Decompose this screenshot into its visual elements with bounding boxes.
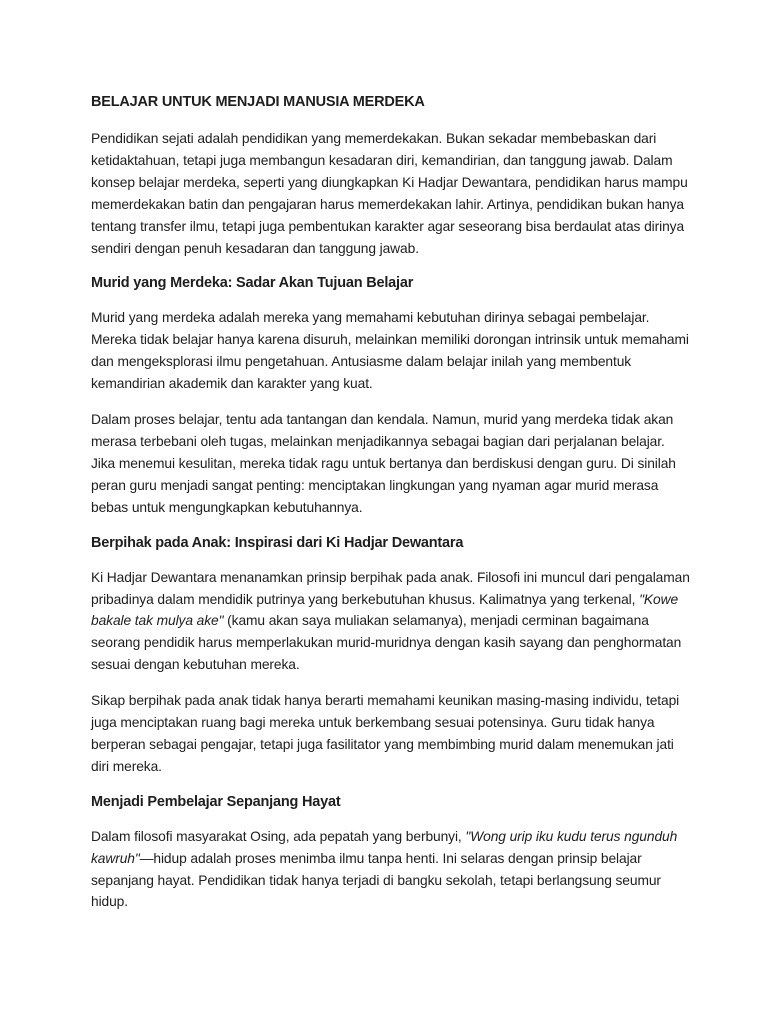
paragraph-text: Ki Hadjar Dewantara menanamkan prinsip berpihak pada anak. Filosofi ini muncul dari pengalaman pribadinya dalam mendidik putrinya yang berkebutuhan khusus. Kalimatnya yang terkenal,: [91, 569, 690, 607]
document-title: BELAJAR UNTUK MENJADI MANUSIA MERDEKA: [91, 94, 425, 110]
intro-paragraph: Pendidikan sejati adalah pendidikan yang memerdekakan. Bukan sekadar membebaskan dari ketidaktahuan, tetapi juga membangun kesadaran diri, kemandirian, dan tanggung jawab. Dalam konsep belajar merdeka, seperti yang diungkapkan Ki Hadjar Dewantara, pendidikan harus mampu memerdekakan batin dan pengajaran harus memerdekakan lahir. Artinya, pendidikan bukan hanya tentang transfer ilmu, tetapi juga pembentukan karakter agar seseorang bisa berdaulat atas dirinya sendiri dengan penuh kesadaran dan tanggung jawab.: [91, 131, 688, 256]
paragraph-pembelajar-sepanjang-hayat: [91, 826, 691, 914]
quote-text: "Wong urip iku kudu terus ngunduh kawruh": [91, 828, 678, 866]
paragraph-text: (kamu akan saya muliakan selamanya), menjadi cerminan bagaimana seorang pendidik harus memperlakukan murid-muridnya dengan kasih sayang dan penghormatan sesuai dengan kebutuhan mereka.: [91, 613, 682, 673]
paragraph-murid-merdeka-1: Murid yang merdeka adalah mereka yang memahami kebutuhan dirinya sebagai pembelajar. Mereka tidak belajar hanya karena disuruh, melainkan memiliki dorongan intrinsik untuk memahami dan mengeksplorasi ilmu pengetahuan. Antusiasme dalam belajar inilah yang membentuk kemandirian akademik dan karakter yang kuat.: [91, 310, 689, 392]
document-page: [91, 92, 691, 927]
section-heading-pembelajar-sepanjang-hayat: Menjadi Pembelajar Sepanjang Hayat: [91, 793, 341, 810]
paragraph-text: Dalam filosofi masyarakat Osing, ada pepatah yang berbunyi,: [91, 828, 466, 844]
section-heading-berpihak-pada-anak: Berpihak pada Anak: Inspirasi dari Ki Hadjar Dewantara: [91, 534, 464, 551]
quote-text: "Kowe bakale tak mulya ake": [91, 591, 679, 629]
section-heading-murid-merdeka: Murid yang Merdeka: Sadar Akan Tujuan Belajar: [91, 275, 414, 292]
paragraph-murid-merdeka-2: Dalam proses belajar, tentu ada tantangan dan kendala. Namun, murid yang merdeka tidak akan merasa terbebani oleh tugas, melainkan menjadikannya sebagai bagian dari perjalanan belajar. Jika menemui kesulitan, mereka tidak ragu untuk bertanya dan berdiskusi dengan guru. Di sinilah peran guru menjadi sangat penting: menciptakan lingkungan yang nyaman agar murid merasa bebas untuk mengungkapkan kebutuhannya.: [91, 412, 676, 515]
paragraph-text: —hidup adalah proses menimba ilmu tanpa henti. Ini selaras dengan prinsip belajar sepanjang hayat. Pendidikan tidak hanya terjadi di bangku sekolah, tetapi berlangsung seumur hidup.: [91, 850, 661, 910]
paragraph-berpihak-pada-anak-2: Sikap berpihak pada anak tidak hanya berarti memahami keunikan masing-masing individu, tetapi juga menciptakan ruang bagi mereka untuk berkembang sesuai potensinya. Guru tidak hanya berperan sebagai pengajar, tetapi juga fasilitator yang membimbing murid dalam menemukan jati diri mereka.: [91, 693, 680, 774]
paragraph-berpihak-pada-anak-1: [91, 567, 691, 677]
